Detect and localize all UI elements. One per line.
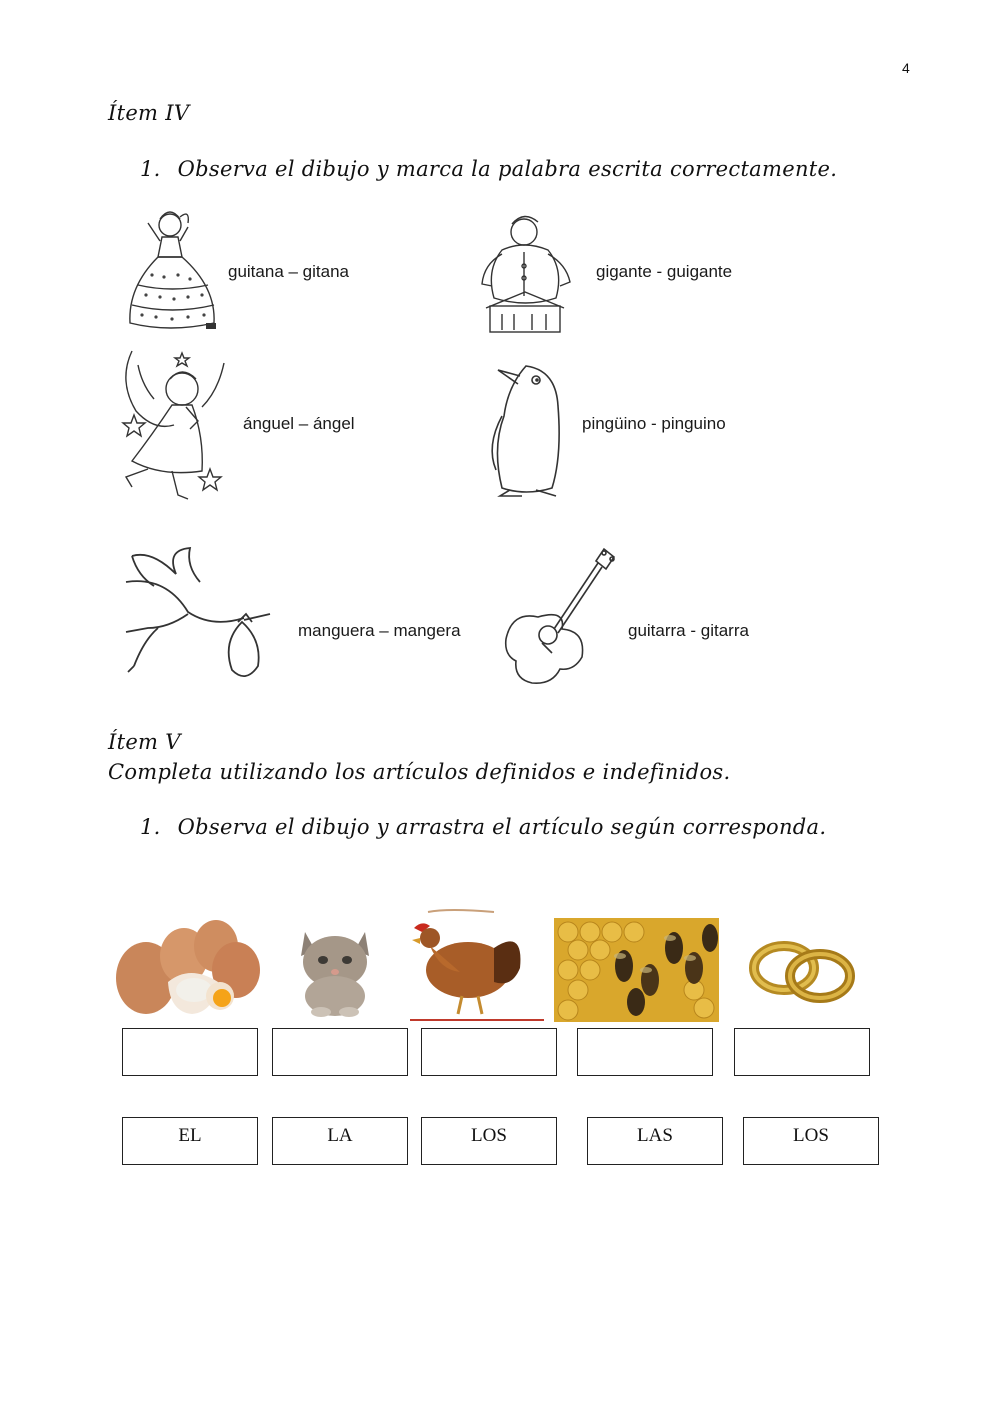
option-pinguino[interactable]: pingüino - pinguino — [582, 414, 726, 433]
page-number: 4 — [902, 60, 910, 76]
option-angel[interactable]: ánguel – ángel — [243, 414, 355, 433]
kitten-picture — [285, 922, 385, 1017]
option-manguera[interactable]: manguera – mangera — [298, 621, 461, 640]
bees-picture — [554, 918, 719, 1022]
drop-box-kitten[interactable] — [272, 1028, 408, 1076]
item-4-instruction — [140, 157, 837, 181]
instruction-text: Observa el dibujo y arrastra el artículo según corresponda. — [177, 815, 827, 839]
hen-picture — [408, 908, 548, 1023]
option-gigante[interactable]: gigante - guigante — [596, 262, 733, 281]
drop-box-eggs[interactable] — [122, 1028, 258, 1076]
drop-box-rings[interactable] — [734, 1028, 870, 1076]
article-la[interactable]: LA — [272, 1117, 408, 1165]
rings-picture — [740, 918, 866, 1018]
article-el[interactable]: EL — [122, 1117, 258, 1165]
article-los[interactable]: LOS — [421, 1117, 557, 1165]
article-las[interactable]: LAS — [587, 1117, 723, 1165]
instruction-number: 1. — [140, 157, 161, 181]
drop-box-bees[interactable] — [577, 1028, 713, 1076]
item-5-subtitle: Completa utilizando los artículos definidos e indefinidos. — [108, 760, 731, 784]
option-gitana[interactable]: guitana – gitana — [228, 262, 349, 281]
angel-drawing — [112, 345, 230, 513]
eggs-picture — [108, 912, 266, 1022]
item-5-instruction — [140, 815, 826, 839]
item-5-title: Ítem V — [108, 730, 181, 754]
instruction-text: Observa el dibujo y marca la palabra escrita correctamente. — [177, 157, 838, 181]
penguin-drawing — [480, 360, 570, 500]
giant-drawing — [472, 210, 582, 335]
gypsy-dancer-drawing — [122, 205, 222, 333]
stork-drawing — [118, 542, 278, 690]
drop-box-hen[interactable] — [421, 1028, 557, 1076]
option-guitarra[interactable]: guitarra - gitarra — [628, 621, 749, 640]
article-los-2[interactable]: LOS — [743, 1117, 879, 1165]
guitar-drawing — [500, 545, 618, 687]
instruction-number: 1. — [140, 815, 161, 839]
item-4-title: Ítem IV — [108, 101, 190, 125]
